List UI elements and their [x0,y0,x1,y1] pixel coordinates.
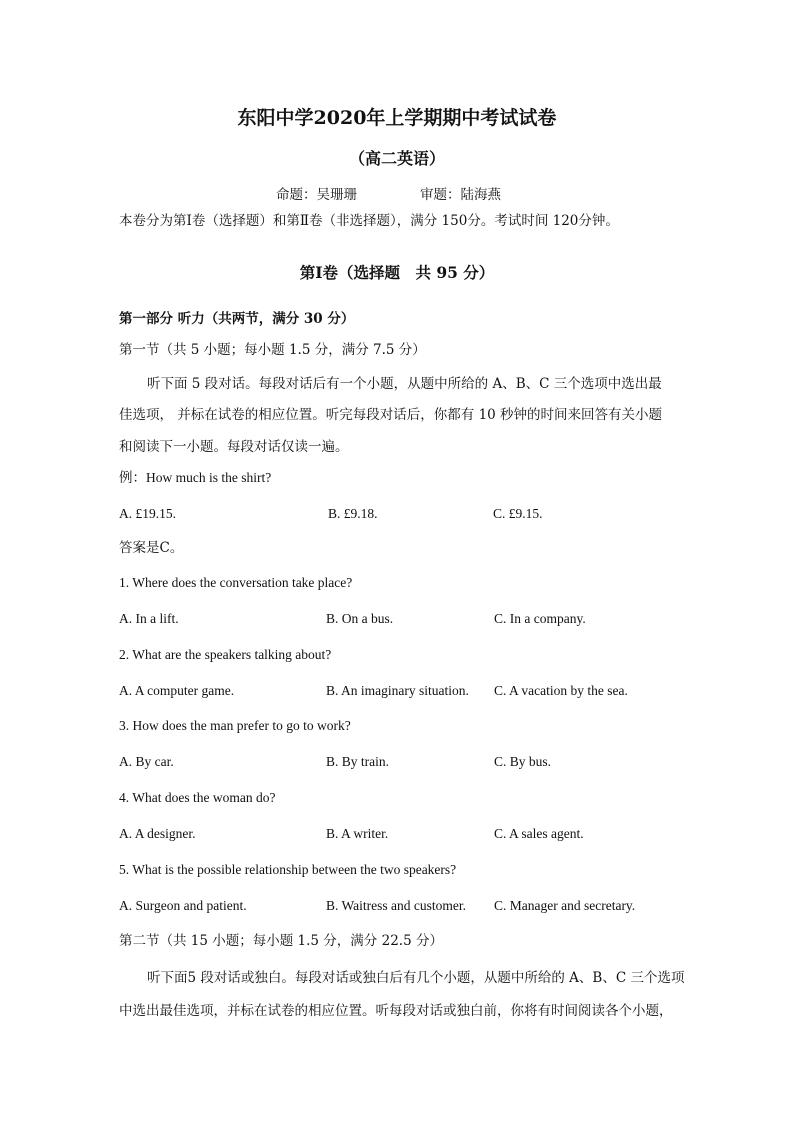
instruction-line: 和阅读下一小题。每段对话仅读一遍。 [119,439,349,455]
question-stem: 1. Where does the conversation take place? [119,575,353,590]
option-b: B. An imaginary situation. [326,683,469,698]
option-b: B. Waitress and customer. [326,898,467,913]
option-c: C. By bus. [494,754,552,769]
option-c: C. A sales agent. [494,826,584,841]
reviewer: 审题：陆海燕 [420,187,501,203]
question-stem: 4. What does the woman do? [119,790,276,805]
option-a: A. In a lift. [119,611,179,626]
question-stem: 2. What are the speakers talking about? [119,647,332,662]
instruction-line: 听下面 5 段对话。每段对话后有一个小题，从题中所给的 A、B、C 三个选项中选出最 [147,376,662,392]
instruction-line: 佳选项， 并标在试卷的相应位置。听完每段对话后，你都有 10 秒钟的时间来回答有关小题 [119,407,663,423]
volume-1-title: 第Ⅰ卷（选择题 共 95 分） [299,263,495,282]
option-c: C. A vacation by the sea. [494,683,628,698]
option-a: A. A computer game. [119,683,235,698]
section-1-heading: 第一节（共 5 小题；每小题 1.5 分，满分 7.5 分） [119,342,426,358]
option-a: A. A designer. [119,826,196,841]
exam-title: 东阳中学2020年上学期期中考试试卷 [237,107,557,129]
option-b: B. On a bus. [326,611,394,626]
instruction-line: 听下面5 段对话或独白。每段对话或独白后有几个小题，从题中所给的 A、B、C 三个选项 [147,970,685,986]
option-a: A. By car. [119,754,174,769]
example-question: 例：How much is the shirt? [119,470,272,485]
example-option-a: A. £19.15. [119,506,176,521]
question-stem: 5. What is the possible relationship between the two speakers? [119,862,457,877]
part-1-heading: 第一部分 听力（共两节，满分 30 分） [119,311,355,327]
section-2-heading: 第二节（共 15 小题；每小题 1.5 分，满分 22.5 分） [119,933,443,949]
option-a: A. Surgeon and patient. [119,898,247,913]
exam-intro: 本卷分为第Ⅰ卷（选择题）和第Ⅱ卷（非选择题），满分 150分。考试时间 120分钟。 [119,213,619,229]
example-answer: 答案是C。 [119,540,184,556]
option-b: B. A writer. [326,826,389,841]
instruction-line: 中选出最佳选项，并标在试卷的相应位置。听每段对话或独白前，你将有时间阅读各个小题， [119,1003,673,1019]
question-stem: 3. How does the man prefer to go to work? [119,718,351,733]
option-b: B. By train. [326,754,389,769]
example-option-c: C. £9.15. [493,506,543,521]
example-option-b: B. £9.18. [328,506,378,521]
option-c: C. In a company. [494,611,586,626]
exam-subtitle: （高二英语） [348,149,445,168]
proposer: 命题：吴珊珊 [276,187,357,203]
option-c: C. Manager and secretary. [494,898,636,913]
